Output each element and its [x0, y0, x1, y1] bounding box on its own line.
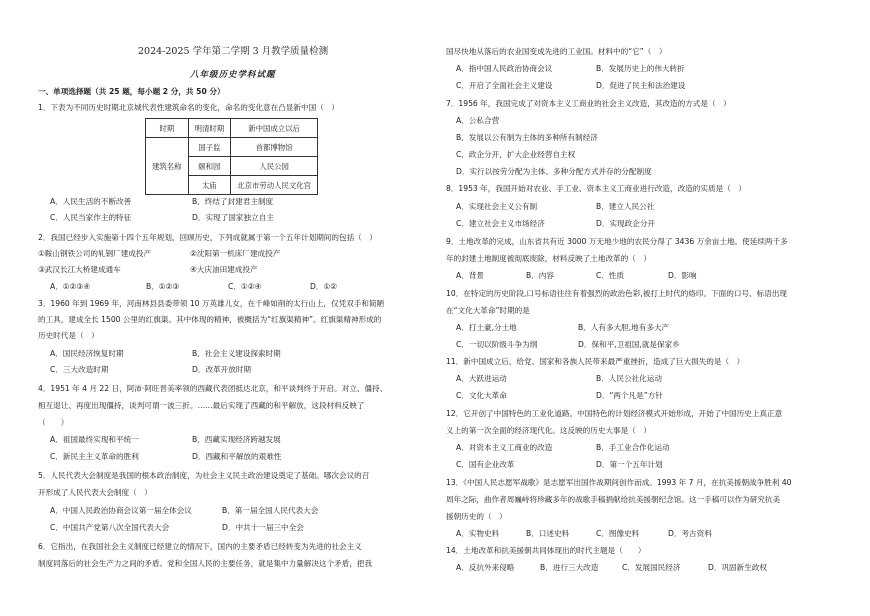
table-cell: 太庙 [188, 176, 231, 195]
table-header-mingqing: 明清时期 [188, 119, 231, 138]
q7-option-a: A．公私合营 [456, 116, 500, 125]
q13-option-d: D．考古资料 [668, 529, 712, 538]
q3-option-a: A．国民经济恢复时期 [50, 349, 124, 358]
question-6-line-3: 国尽快地从落后的农业国变成先进的工业国。材料中的“它”（ ） [446, 47, 667, 56]
q12-option-c: C．国有企业改革 [456, 460, 515, 469]
q1-option-a: A．人民生活的不断改善 [50, 197, 132, 206]
table-header-new-china: 新中国成立以后 [231, 119, 318, 138]
q14-option-a: A．反抗外来侵略 [456, 563, 515, 572]
q4-option-a: A．祖国最终实现和平统一 [50, 435, 139, 444]
table-header-period: 时期 [146, 119, 189, 138]
q7-option-c: C．政企分开，扩大企业经营自主权 [456, 150, 576, 159]
q2-option-a: A．①②③④ [50, 282, 91, 291]
q1-option-d: D．实现了国家独立自主 [192, 213, 274, 222]
table-cell: 首都博物馆 [231, 138, 318, 157]
q11-option-b: B．人民公社化运动 [596, 374, 662, 383]
question-3-line-1: 3．1960 年到 1969 年，河南林县县委带领 10 万英雄儿女，在千峰如削的太行山上，仅凭双手和简陋 [38, 299, 385, 308]
q5-option-a: A．中国人民政治协商会议第一届全体会议 [50, 506, 192, 515]
q10-option-a: A．打土豪,分土地 [456, 323, 517, 332]
q14-option-c: C．发展国民经济 [622, 563, 681, 572]
question-5-line-2: 开形成了人民代表大会制度（ ） [38, 488, 152, 497]
question-9-line-1: 9．土地改革的完成，山东省共有近 3000 万无地少地的农民分得了 3436 万余亩土地。使延续两千多 [446, 237, 788, 246]
q6-option-a: A．指中国人民政治协商会议 [456, 64, 553, 73]
q5-option-b: B．第一届全国人民代表大会 [222, 506, 319, 515]
question-3-line-3: 历史时代是（ ） [38, 331, 99, 340]
q3-option-b: B．社会主义建设探索时期 [192, 349, 281, 358]
q11-option-d: D．“两个凡是”方针 [596, 391, 663, 400]
q12-option-b: B．手工业合作化运动 [596, 443, 670, 452]
q4-option-d: D．西藏和平解放的艰难性 [192, 452, 282, 461]
q2-option-c: C．①②④ [228, 282, 262, 291]
question-7-stem: 7．1956 年，我国完成了对资本主义工商业的社会主义改造，其改造的方式是（ ） [446, 99, 731, 108]
q9-option-a: A．背景 [456, 271, 484, 280]
q1-option-b: B．终结了封建君主制度 [192, 197, 274, 206]
q5-option-c: C．中国共产党第八次全国代表大会 [50, 523, 170, 532]
q10-option-c: C．一切以阶级斗争为纲 [456, 340, 538, 349]
exam-title: 2024-2025 学年第二学期 3 月教学质量检测 [138, 46, 329, 57]
q2-item-3: ③武汉长江大桥建成通车 [38, 265, 121, 274]
q10-option-b: B．人有多大胆,地有多大产 [578, 323, 670, 332]
q11-option-c: C．文化大革命 [456, 391, 507, 400]
question-4-line-3: （ ） [38, 418, 69, 427]
question-13-line-1: 13．《中国人民志愿军战歌》是志愿军出国作战期间创作而成。1993 年 7 月，在抗美援朝战争胜利 40 [446, 478, 792, 487]
q14-option-d: D．巩固新生政权 [708, 563, 768, 572]
q13-option-c: C．图像史料 [596, 529, 640, 538]
question-3-line-2: 的工具，建成全长 1500 公里的红旗渠。其中体现的精神，被概括为“红旗渠精神”。红旗渠精神形成的 [38, 315, 382, 324]
q6-option-b: B．发展历史上的伟大转折 [596, 64, 685, 73]
q9-option-c: C．性质 [596, 271, 625, 280]
question-4-line-1: 4．1951 年 4 月 22 日，阿沛·阿旺晋美率领的西藏代表团抵达北京，和平谈判终于开启。对立、僵持、 [38, 384, 388, 393]
question-10-line-2: 在“文化大革命”时期的是 [446, 306, 530, 315]
question-11-stem: 11．新中国成立后，给党、国家和各族人民带来最严重挫折，造成了巨大损失的是（ ） [446, 357, 745, 366]
q7-option-d: D．实行以按劳分配为主体、多种分配方式并存的分配制度 [456, 167, 652, 176]
q3-option-c: C．三大改造时期 [50, 365, 109, 374]
q8-option-b: B．建立人民公社 [596, 202, 655, 211]
q13-option-a: A．实物史料 [456, 529, 500, 538]
question-5-line-1: 5．人民代表大会制度是我国的根本政治制度，为社会主义民主政治建设奠定了基础。哪次会议的召 [38, 471, 370, 480]
table-row-label: 建筑名称 [146, 138, 189, 195]
question-1-stem: 1．下表为不同历史时期北京城代表性建筑命名的变化，命名的变化意在凸显新中国（ ） [38, 103, 339, 112]
q14-option-b: B．进行三大改造 [540, 563, 599, 572]
table-cell: 人民公园 [231, 157, 318, 176]
question-13-line-3: 援朝历史的（ ） [446, 512, 507, 521]
question-12-line-1: 12．它开创了中国特色的工业化道路。中国特色的计划经济模式开始形成，开始了中国历史上真正意 [446, 409, 783, 418]
question-9-line-2: 年的封建土地制度被彻底废除，材料反映了土地改革的（ ） [446, 254, 652, 263]
q13-option-b: B．口述史料 [526, 529, 570, 538]
question-12-line-2: 义上的第一次全面的经济现代化。这反映的历史大事是（ ） [446, 426, 652, 435]
table-cell: 颐和园 [188, 157, 231, 176]
q4-option-b: B．西藏实现经济跨越发展 [192, 435, 281, 444]
q11-option-a: A．大跃进运动 [456, 374, 507, 383]
q2-item-4: ④大庆油田建成投产 [190, 265, 258, 274]
table-cell: 国子监 [188, 138, 231, 157]
q8-option-a: A．实现社会主义公有制 [456, 202, 538, 211]
question-6-line-2: 制度同落后的社会生产力之间的矛盾。党和全国人民的主要任务，就是集中力量解决这个矛盾，把我 [38, 559, 373, 568]
q2-item-2: ②沈阳第一机床厂建成投产 [190, 249, 281, 258]
q3-option-d: D．改革开放时期 [192, 365, 252, 374]
q6-option-c: C．开启了全面社会主义建设 [456, 81, 553, 90]
q7-option-b: B．发展以公有制为主体的多种所有制经济 [456, 133, 598, 142]
q10-option-d: D．保和平,卫祖国,就是保家乡 [578, 340, 680, 349]
exam-subtitle: 八年级历史学科试题 [190, 70, 276, 80]
q1-option-c: C．人民当家作主的特征 [50, 213, 132, 222]
question-8-stem: 8．1953 年，我国开始对农业、手工业、资本主义工商业进行改造，改造的实质是（ ） [446, 184, 746, 193]
question-6-line-1: 6．它指出，在我国社会主义制度已经建立的情况下，国内的主要矛盾已经转变为先进的社会主义 [38, 542, 362, 551]
q4-option-c: C．新民主主义革命的胜利 [50, 452, 139, 461]
q9-option-d: D．影响 [668, 271, 697, 280]
question-2-stem: 2．我国已经步入实施第十四个五年规划，回顾历史，下列成就属于第一个五年计划期间的包括（ ） [38, 233, 377, 242]
q9-option-b: B．内容 [526, 271, 554, 280]
question-14-stem: 14．土地改革和抗美援朝共同体现出的时代主题是（ ） [446, 546, 646, 555]
table-cell: 北京市劳动人民文化宫 [231, 176, 318, 195]
question-13-line-2: 周年之际，曲作者周巍峙将珍藏多年的战歌手稿捐献给抗美援朝纪念馆。这一手稿可以作为研究抗美 [446, 495, 781, 504]
q8-option-c: C．建立社会主义市场经济 [456, 219, 545, 228]
q6-option-d: D．促进了民主和法治建设 [596, 81, 686, 90]
q12-option-d: D．第一个五年计划 [596, 460, 663, 469]
section-heading: 一、单项选择题（共 25 题，每小题 2 分，共 50 分） [38, 87, 225, 96]
q2-option-b: B．①②③ [146, 282, 180, 291]
q5-option-d: D．中共十一届三中全会 [222, 523, 304, 532]
q2-option-d: D．①② [310, 282, 338, 291]
question-10-line-1: 10．在特定的历史阶段,口号标语往往有着强烈的政治色彩,被打上时代的烙印。下面的口号、标语出现 [446, 289, 788, 298]
q1-table [145, 118, 318, 195]
q12-option-a: A．对资本主义工商业的改造 [456, 443, 553, 452]
q2-item-1: ①鞍山钢铁公司的轧钢厂建成投产 [38, 249, 152, 258]
q8-option-d: D．实现政企分开 [596, 219, 656, 228]
question-4-line-2: 相互退让、再度出现僵持，谈判可谓一波三折。……最后实现了西藏的和平解放，这段材料反映了 [38, 401, 365, 410]
